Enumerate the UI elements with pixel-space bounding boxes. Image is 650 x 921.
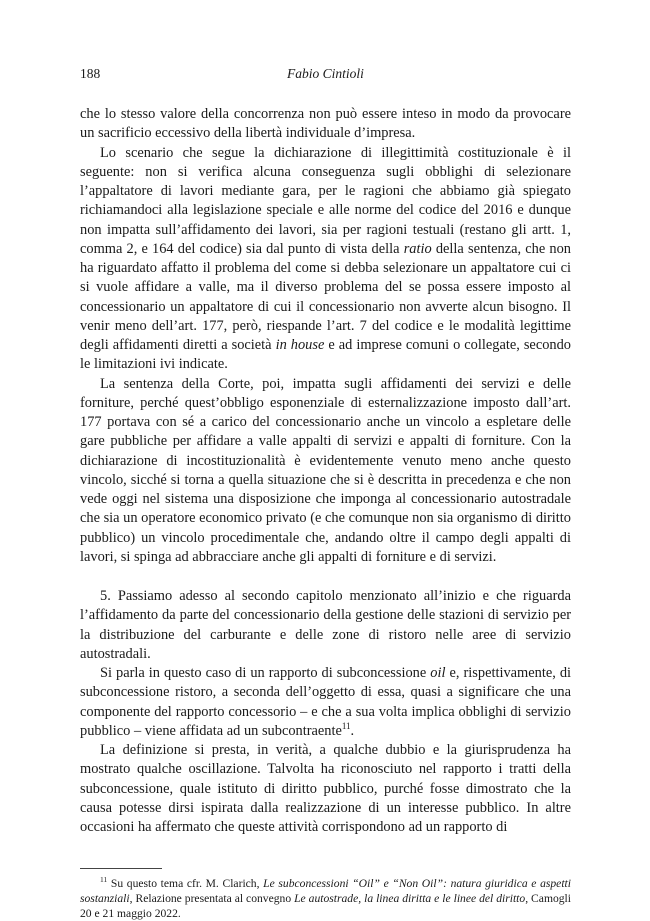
- running-header: [80, 66, 571, 88]
- italic-term-ratio: ratio: [403, 240, 432, 257]
- paragraph-section-5: 5. Passiamo adesso al secondo capitolo menzionato all’inizio e che riguarda l’affidamento da parte del concessionario della gestione delle stazioni di servizio per la distribuzione del carburante e delle zone di ristoro nelle aree di servizio autostradali.: [80, 588, 571, 662]
- footnote-text: Su questo tema cfr. M. Clarich,: [107, 877, 264, 891]
- section-gap: [80, 567, 571, 587]
- italic-term-in-house: in house: [275, 337, 325, 353]
- paragraph-scenario: [80, 144, 571, 375]
- paragraph-subconcessione: [80, 664, 571, 741]
- body-text: [80, 105, 571, 837]
- footnote-number: 11: [100, 875, 108, 885]
- text-run: della sentenza, che non ha riguardato affatto il problema del come si debba selezionare un appaltatore cui ci si vuole affidare a valle, ma il diverso problema del se possa essere imposto al concessionario un appaltatore di cui il concessionario non avverte alcun bisogno. Il venir meno dell’art. 177, però, riespande l’art. 7 del codice e le modalità legittime degli affidamenti diretti a società: [80, 240, 571, 353]
- text-run: Si parla in questo caso di un rapporto di subconcessione: [100, 665, 431, 681]
- footnote-text: , Camogli 20 e 21 maggio 2022.: [80, 892, 571, 921]
- text-run: e ad imprese comuni o collegate, secondo le limitazioni ivi indicate.: [80, 337, 571, 373]
- book-page: [80, 66, 571, 921]
- page-number: 188: [80, 66, 101, 81]
- text-run: Lo scenario che segue la dichiarazione di illegittimità costituzionale è il seguente: non si verifica alcuna conseguenza sugli obblighi di selezionare l’appaltatore di lavori mediante gara, per le ragioni che abbiamo già spiegato richiamandoci alla legislazione speciale e alle norme del codice del 2016 e dunque non impatta sull’affidamento dei lavori, sia per ragioni testuali (restano gli artt. 1, comma 2, e 164 del codice) sia dal punto di vista della: [80, 144, 571, 257]
- text-run: e, rispettivamente, di subconcessione ristoro, a seconda dell’oggetto di essa, quasi a significare che una componente del rapporto concessorio – e che a sua volta implica obblighi di servizio pubblico – viene affidata ad un subcontraente: [80, 665, 572, 739]
- footnote-divider: [80, 868, 162, 869]
- paragraph-definizione: La definizione si presta, in verità, a qualche dubbio e la giurisprudenza ha mostrato qualche oscillazione. Talvolta ha riconosciuto nel rapporto i tratti della subconcessione, quale istituto di diritto pubblico, purché fosse dimostrato che la causa potesse dirsi ispirata dalla realizzazione di un interesse pubblico. In altre occasioni ha affermato che queste attività corrispondono ad un rapporto di: [80, 742, 571, 835]
- paragraph-continued: che lo stesso valore della concorrenza non può essere inteso in modo da provocare un sacrificio eccessivo della libertà individuale d’impresa.: [80, 106, 571, 142]
- footnote-text: , Relazione presentata al convegno: [129, 892, 295, 906]
- footnote-cited-title: Le subconcessioni “Oil” e “Non Oil”: natura giuridica e aspetti sostanziali: [80, 877, 571, 906]
- footnote: [80, 876, 571, 921]
- footnote-reference[interactable]: 11: [341, 720, 351, 731]
- footnote-conference-title: Le autostrade, la linea diritta e le linee del diritto: [294, 892, 526, 906]
- text-run: .: [350, 722, 355, 739]
- italic-term-oil: oil: [430, 665, 446, 681]
- paragraph-corte: La sentenza della Corte, poi, impatta sugli affidamenti dei servizi e delle forniture, perché quest’obbligo esponenziale di esternalizzazione imposto dall’art. 177 portava con sé a carico del concessionario anche un vincolo a espletare delle gare pubbliche per affidare a valle appalti di servizi e appalti di forniture. Con la dichiarazione di incostituzionalità è evidentemente venuto meno anche questo vincolo, sicché si torna a quella situazione che si è descritta in precedenza e che non vede oggi nel sistema una disposizione che imponga al concessionario autostradale che sia un operatore economico privato (e che comunque non sia organismo di diritto pubblico) un vincolo procedimentale che, andando oltre il campo degli appalti di lavori, si spinga ad abbracciare anche gli appalti di forniture e di servizi.: [80, 375, 571, 565]
- running-head-author: Fabio Cintioli: [287, 66, 364, 81]
